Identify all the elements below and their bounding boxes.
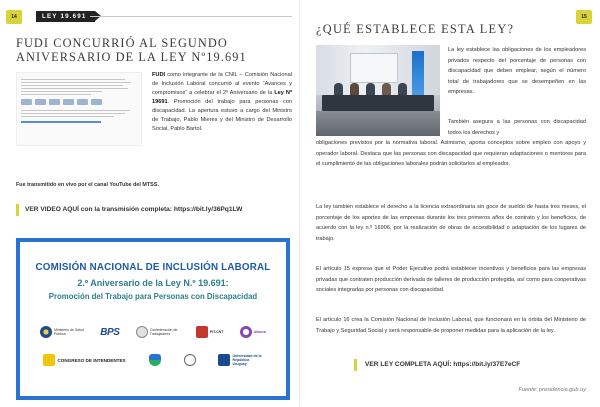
poster-subtitle: 2.º Aniversario de la Ley N.º 19.691: — [77, 278, 229, 288]
video-link[interactable]: VER VIDEO AQUÍ con la transmisión completa: https://bit.ly/36Pq1LW — [16, 204, 292, 216]
mtss-note: Fue transmitido en vivo por el canal YouTube del MTSS. — [16, 182, 159, 188]
bps-logo: BPS — [100, 326, 120, 338]
poster-logos-row-2 — [20, 354, 286, 366]
ley-link[interactable]: VER LEY COMPLETA AQUÍ: https://bit.ly/37E7eCF — [354, 359, 554, 371]
paragraph-4: El artículo 15 expresa que el Poder Ejecutivo podrá establecer incentivos y beneficios para las empresas privadas que contraten producción derivada de talleres de producción protegida, así como para cooperativas sociales integradas por personas con discapacidad. — [316, 266, 586, 294]
poster-subtitle-2: Promoción del Trabajo para Personas con Discapacidad — [48, 292, 258, 301]
event-photo — [316, 45, 440, 136]
source-note: Fuente: presidencia.gub.uy — [518, 387, 586, 393]
header-rule — [90, 16, 292, 17]
left-body-text: FUDI como integrante de la CNIL – Comisión Nacional de Inclusión Laboral concurrió al evento “Avances y compromisos” a celebrar el 2º Aniversario de la Ley Nº 19691. Promoción del trabajo para personas con discapacidad. La apertura estuvo a cargo del Ministro de Trabajo, Pablo Mieres y del Ministro de Desarrollo Social, Pablo Bartol. — [152, 72, 292, 132]
paragraph-2-start: También asegura a las personas con discapacidad todos los derechos y — [448, 119, 586, 136]
law-name: Ley Nº 19691 — [152, 90, 292, 105]
document-thumbnail — [16, 72, 142, 146]
page-number-left: 14 — [6, 10, 22, 24]
paragraph-5: El artículo 16 crea la Comisión Nacional de Inclusión Laboral, que funcionará en la órbita del Ministerio de Trabajo y Seguridad Social y será responsable de proponer medidas para la aplicación de la ley. — [316, 317, 586, 334]
pit-cnt-logo: PIT-CNT — [196, 326, 224, 338]
paragraph-1: La ley establece las obligaciones de los empleadores privados respecto del porcentaje de personas con discapacidad que deben emplear, según el número total de trabajadores que se desempeñen en las empresas. — [448, 47, 586, 96]
federation-logo — [184, 354, 196, 366]
poster-logos-row-1 — [20, 326, 286, 338]
right-page-title: ¿QUÉ ESTABLECE ESTA LEY? — [316, 22, 515, 36]
udelar-logo: Universidad de la República Uruguay — [218, 354, 262, 366]
header-tag: LEY 19.691 — [36, 11, 95, 22]
shield-logo — [149, 354, 161, 366]
left-page-title: FUDI CONCURRIÓ AL SEGUNDO ANIVERSARIO DE LA LEY Nº19.691 — [16, 36, 247, 64]
confederation-logo: Confederación de Trabajadores — [136, 326, 180, 338]
paragraph-3: La ley también establece el derecho a la licencia extraordinaria sin goce de sueldo de hasta tres meses, el porcentaje de los aportes de las empresas durante los tres primeros años de contrato y los beneficios, de acuerdo con la ley n.º 16906, por la realización de obras de accesibilidad o adaptación de los lugares de trabajo. — [316, 204, 586, 242]
page-number-right: 15 — [576, 10, 592, 24]
msp-logo: Ministerio de Salud Pública — [40, 326, 84, 338]
poster-title: COMISIÓN NACIONAL DE INCLUSIÓN LABORAL — [35, 262, 271, 273]
congreso-logo: CONGRESO DE INTENDENTES — [43, 354, 125, 366]
event-poster — [16, 238, 290, 400]
alianza-logo: Alianza — [240, 326, 266, 338]
paragraph-2: obligaciones previstos por la normativa laboral. Asimismo, aporta conceptos sobre empleo con apoyo y operador laboral. Destaca que las personas con discapacidad que requieran adaptaciones o mentores para el cumplimiento de las obligaciones laborales podrán solicitarlos al empleador. — [316, 140, 586, 168]
org-name: FUDI — [152, 72, 166, 78]
